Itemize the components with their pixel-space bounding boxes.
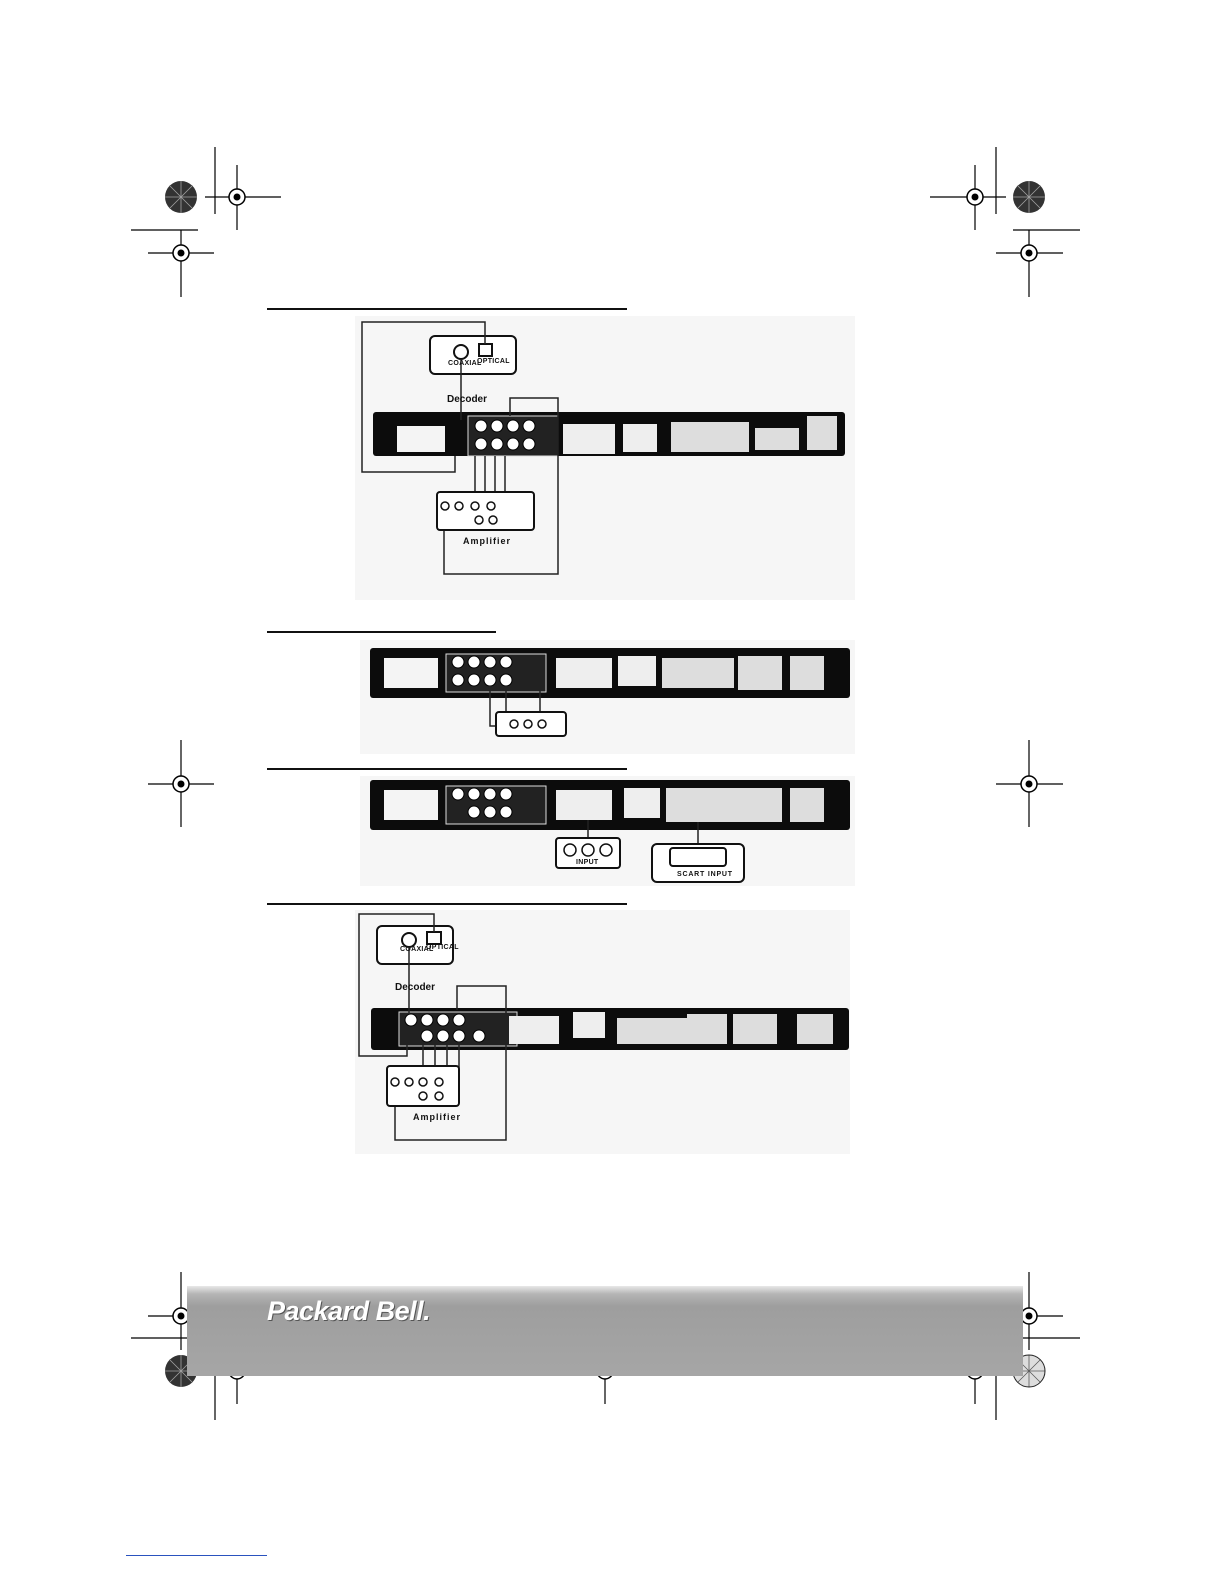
brand-logo: Packard Bell.	[267, 1296, 431, 1326]
decoder-title: Decoder	[447, 394, 488, 405]
figure-3-wiring	[360, 776, 855, 886]
figure-2-wiring	[360, 640, 855, 754]
decoder-optical-label: OPTICAL	[477, 358, 510, 365]
section-rule-3	[267, 768, 627, 770]
decoder-coaxial-label: COAXIAL	[448, 360, 482, 367]
amplifier-label: Amplifier	[463, 536, 512, 546]
bottom-underline	[126, 1555, 267, 1556]
decoder-coaxial-label-alt: COAXIAL	[400, 946, 434, 953]
amplifier-label-alt: Amplifier	[413, 1112, 462, 1122]
scart-input-label: SCART INPUT	[677, 871, 733, 878]
decoder-optical-label-alt: OPTICAL	[426, 944, 459, 951]
figure-1-wiring	[355, 316, 855, 600]
section-rule-4	[267, 903, 627, 905]
decoder-title-alt: Decoder	[395, 982, 436, 993]
tv-input-label: INPUT	[576, 859, 599, 866]
section-rule-1	[267, 308, 627, 310]
section-rule-2	[267, 631, 496, 633]
